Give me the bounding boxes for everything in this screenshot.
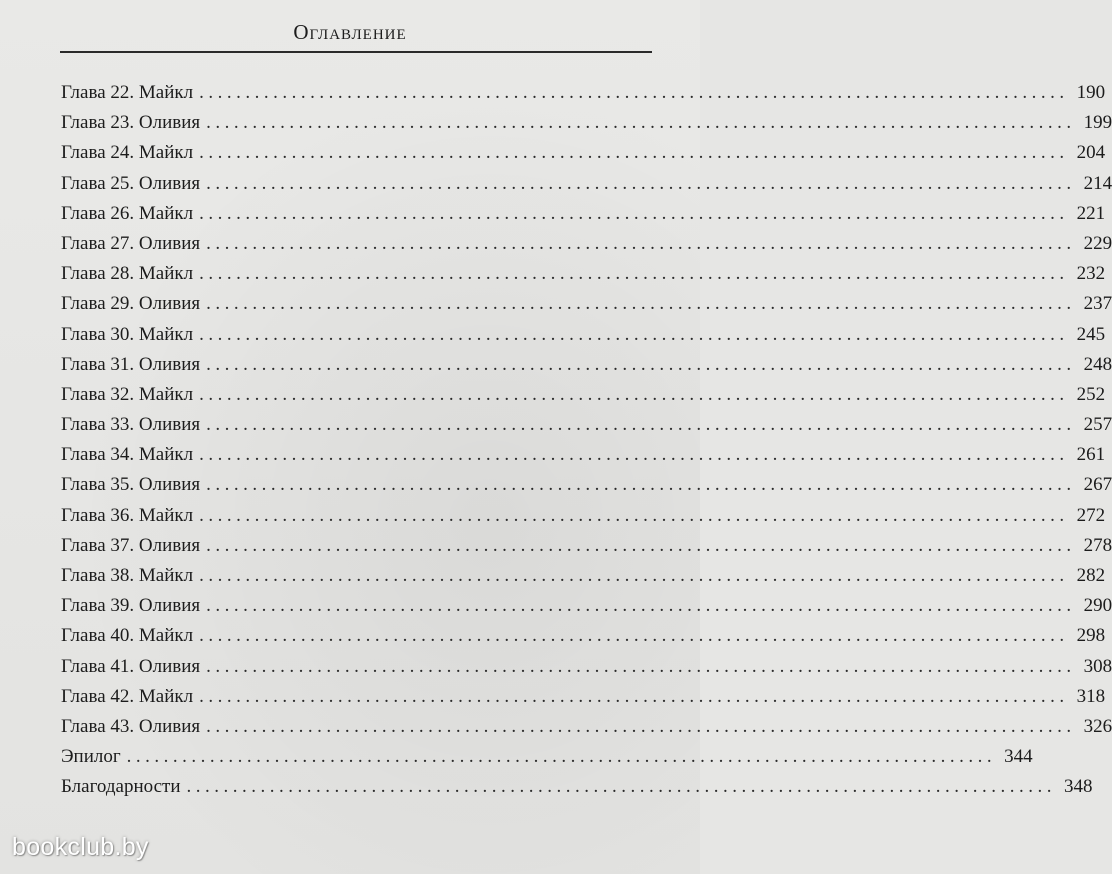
toc-entry-page-number: 199 (1083, 112, 1112, 134)
toc-dot-leader: .............................................................................................. (206, 353, 1076, 375)
toc-entry (61, 289, 1112, 319)
toc-entry-title: Глава 30. Майкл (61, 323, 194, 345)
toc-entry (61, 410, 1112, 440)
toc-entry-page-number: 308 (1083, 655, 1112, 677)
toc-entry-title: Глава 26. Майкл (61, 202, 194, 224)
toc-entry-title: Благодарности (61, 776, 181, 798)
toc-entry (61, 380, 1106, 410)
toc-entry-title: Эпилог (61, 746, 121, 768)
toc-entry (61, 501, 1106, 531)
toc-dot-leader: .............................................................................................. (186, 776, 1056, 798)
toc-entry-title: Глава 22. Майкл (61, 82, 194, 103)
toc-entry-title: Глава 43. Оливия (61, 715, 201, 737)
header-rule (60, 51, 652, 53)
toc-entry-title: Глава 37. Оливия (61, 534, 201, 556)
toc-entry-page-number: 221 (1076, 202, 1106, 224)
toc-dot-leader: .............................................................................................. (199, 625, 1069, 647)
toc-dot-leader: .............................................................................................. (199, 444, 1069, 466)
toc-entry-title: Глава 36. Майкл (61, 504, 194, 526)
toc-entry-title: Глава 34. Майкл (61, 444, 194, 466)
toc-dot-leader: .............................................................................................. (199, 565, 1069, 586)
toc-dot-leader: .............................................................................................. (206, 172, 1076, 194)
toc-entry-page-number: 232 (1076, 263, 1106, 285)
toc-dot-leader: .............................................................................................. (206, 112, 1076, 134)
toc-dot-leader: .............................................................................................. (199, 383, 1069, 405)
toc-entry (61, 531, 1112, 561)
toc-entry (61, 470, 1112, 500)
toc-entry-title: Глава 28. Майкл (61, 263, 194, 285)
toc-entry-page-number: 282 (1076, 565, 1106, 586)
toc-entry (61, 350, 1112, 380)
toc-entry (61, 440, 1106, 470)
table-of-contents (61, 78, 1112, 803)
toc-entry (61, 682, 1106, 712)
toc-entry (61, 772, 1093, 802)
toc-entry-title: Глава 33. Оливия (61, 414, 201, 436)
toc-entry-title: Глава 32. Майкл (61, 383, 194, 405)
toc-entry-title: Глава 38. Майкл (61, 565, 194, 586)
toc-entry-title: Глава 23. Оливия (61, 112, 201, 134)
toc-entry-title: Глава 41. Оливия (61, 655, 201, 677)
toc-entry-page-number: 272 (1076, 504, 1106, 526)
toc-entry-page-number: 229 (1083, 232, 1112, 254)
toc-entry-page-number: 248 (1083, 353, 1112, 375)
toc-dot-leader: .............................................................................................. (199, 82, 1069, 103)
toc-entry-page-number: 261 (1076, 444, 1106, 466)
toc-entry-title: Глава 39. Оливия (61, 595, 201, 617)
toc-entry-page-number: 190 (1076, 82, 1106, 103)
toc-entry-title: Глава 42. Майкл (61, 685, 194, 707)
site-watermark: bookclub.by (12, 833, 149, 861)
toc-dot-leader: .............................................................................................. (199, 685, 1069, 707)
toc-entry (61, 712, 1112, 742)
toc-entry-page-number: 290 (1083, 595, 1112, 617)
toc-entry-page-number: 348 (1064, 776, 1093, 798)
toc-entry-page-number: 318 (1076, 685, 1106, 707)
toc-entry (61, 621, 1106, 651)
page-title: Оглавление (293, 20, 407, 44)
toc-entry (61, 320, 1106, 350)
toc-entry (61, 108, 1112, 138)
toc-entry (61, 229, 1112, 259)
toc-entry-title: Глава 24. Майкл (61, 142, 194, 164)
toc-dot-leader: .............................................................................................. (206, 534, 1076, 556)
toc-dot-leader: .............................................................................................. (206, 232, 1076, 254)
toc-entry-page-number: 298 (1076, 625, 1106, 647)
toc-entry-title: Глава 31. Оливия (61, 353, 201, 375)
toc-entry-title: Глава 29. Оливия (61, 293, 201, 315)
toc-entry (61, 652, 1112, 682)
toc-entry-page-number: 237 (1083, 293, 1112, 315)
toc-entry-page-number: 252 (1076, 383, 1106, 405)
toc-entry-page-number: 204 (1076, 142, 1106, 164)
toc-entry-title: Глава 40. Майкл (61, 625, 194, 647)
toc-entry-page-number: 344 (1004, 746, 1033, 768)
toc-entry-page-number: 245 (1076, 323, 1106, 345)
toc-entry (61, 561, 1106, 591)
toc-entry-page-number: 214 (1083, 172, 1112, 194)
toc-dot-leader: .............................................................................................. (206, 474, 1076, 496)
toc-entry-title: Глава 35. Оливия (61, 474, 201, 496)
toc-entry (61, 591, 1112, 621)
toc-entry (61, 259, 1106, 289)
toc-entry-page-number: 278 (1083, 534, 1112, 556)
toc-dot-leader: .............................................................................................. (206, 655, 1076, 677)
toc-dot-leader: .............................................................................................. (206, 414, 1076, 436)
toc-dot-leader: .............................................................................................. (199, 323, 1069, 345)
toc-entry (61, 78, 1106, 108)
toc-entry (61, 169, 1112, 199)
toc-entry-page-number: 326 (1083, 715, 1112, 737)
toc-entry-page-number: 257 (1083, 414, 1112, 436)
toc-entry (61, 138, 1106, 168)
toc-dot-leader: .............................................................................................. (126, 746, 997, 768)
toc-dot-leader: .............................................................................................. (206, 715, 1076, 737)
toc-entry (61, 742, 1033, 772)
toc-entry-page-number: 267 (1083, 474, 1112, 496)
toc-dot-leader: .............................................................................................. (199, 504, 1069, 526)
toc-dot-leader: .............................................................................................. (206, 293, 1076, 315)
toc-dot-leader: .............................................................................................. (199, 142, 1069, 164)
toc-entry (61, 199, 1106, 229)
toc-dot-leader: .............................................................................................. (199, 202, 1069, 224)
toc-dot-leader: .............................................................................................. (206, 595, 1076, 617)
toc-entry-title: Глава 27. Оливия (61, 232, 201, 254)
toc-dot-leader: .............................................................................................. (199, 263, 1069, 285)
toc-entry-title: Глава 25. Оливия (61, 172, 201, 194)
